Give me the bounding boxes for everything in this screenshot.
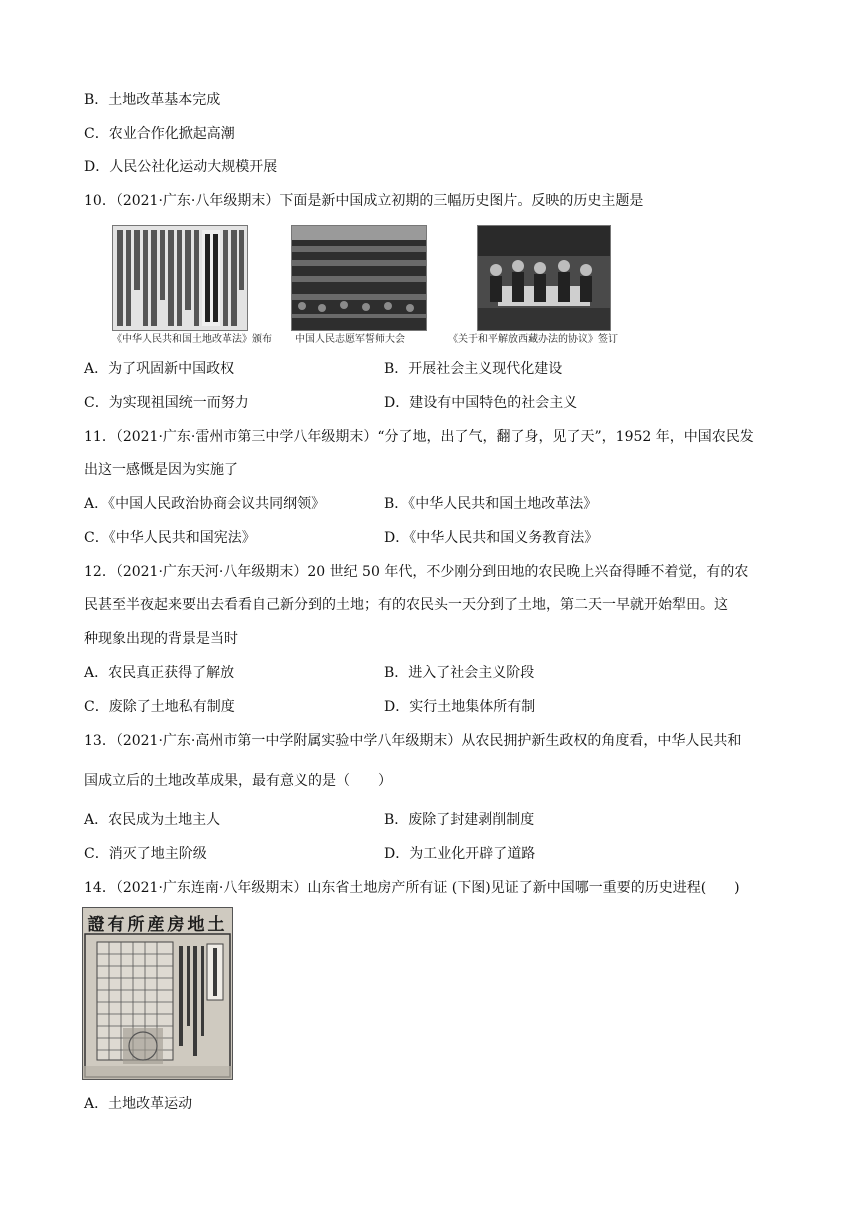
q14-stem: 14．（2021·广东连南·八年级期末）山东省土地房产所有证 (下图)见证了新中国哪一重要的历史进程( ) — [84, 880, 740, 896]
q13-option-c: C．消灭了地主阶级 — [84, 846, 207, 862]
q12-stem-line2: 民甚至半夜起来要出去看看自己新分到的土地；有的农民头一天分到了土地，第二天一早就开始犁田。这 — [84, 597, 728, 613]
q9-option-b: B．土地改革基本完成 — [84, 92, 221, 108]
q13-option-d: D．为工业化开辟了道路 — [384, 846, 536, 862]
q13-stem-line1: 13．（2021·广东·高州市第一中学附属实验中学八年级期末）从农民拥护新生政权的角度看，中华人民共和 — [84, 733, 742, 749]
caption-land-reform-law: 《中华人民共和国土地改革法》颁布 — [112, 334, 272, 345]
q11-stem-line1: 11．（2021·广东·雷州市第三中学八年级期末）“分了地，出了气，翻了身，见了天”，1952 年，中国农民发 — [84, 429, 754, 445]
q10-stem: 10．（2021·广东·八年级期末）下面是新中国成立初期的三幅历史图片。反映的历史主题是 — [84, 193, 644, 209]
q12-option-d: D．实行土地集体所有制 — [384, 699, 536, 715]
volunteer-army-rally-image — [291, 225, 427, 331]
q11-option-a: A．《中国人民政治协商会议共同纲领》 — [84, 496, 326, 512]
land-reform-law-newspaper-image — [112, 225, 248, 331]
q14-option-a: A．土地改革运动 — [84, 1096, 193, 1112]
q10-option-c: C．为实现祖国统一而努力 — [84, 395, 249, 411]
q11-stem-line2: 出这一感慨是因为实施了 — [84, 462, 238, 478]
q12-stem-line3: 种现象出现的背景是当时 — [84, 631, 238, 647]
land-property-certificate-image — [82, 907, 233, 1080]
q12-option-a: A．农民真正获得了解放 — [84, 665, 235, 681]
q10-option-d: D．建设有中国特色的社会主义 — [384, 395, 578, 411]
q12-option-b: B．进入了社会主义阶段 — [384, 665, 535, 681]
q13-option-b: B．废除了封建剥削制度 — [384, 812, 535, 828]
certificate-title: 證有所産房地土 — [87, 915, 228, 935]
q13-option-a: A．农民成为土地主人 — [84, 812, 221, 828]
q12-stem-line1: 12．（2021·广东天河·八年级期末）20 世纪 50 年代，不少刚分到田地的农民晚上兴奋得睡不着觉，有的农 — [84, 564, 749, 580]
caption-volunteer-army-rally: 中国人民志愿军誓师大会 — [295, 334, 405, 345]
tibet-agreement-signing-image — [477, 225, 611, 331]
q11-option-c: C．《中华人民共和国宪法》 — [84, 530, 256, 546]
q10-option-a: A．为了巩固新中国政权 — [84, 361, 235, 377]
q9-option-c: C．农业合作化掀起高潮 — [84, 126, 235, 142]
q11-option-d: D．《中华人民共和国义务教育法》 — [384, 530, 599, 546]
q11-option-b: B．《中华人民共和国土地改革法》 — [384, 496, 598, 512]
q10-option-b: B．开展社会主义现代化建设 — [384, 361, 563, 377]
q12-option-c: C．废除了土地私有制度 — [84, 699, 235, 715]
q9-option-d: D．人民公社化运动大规模开展 — [84, 159, 278, 175]
caption-tibet-agreement: 《关于和平解放西藏办法的协议》签订 — [448, 334, 618, 345]
q13-stem-line2: 国成立后的土地改革成果，最有意义的是（ ） — [84, 773, 392, 789]
